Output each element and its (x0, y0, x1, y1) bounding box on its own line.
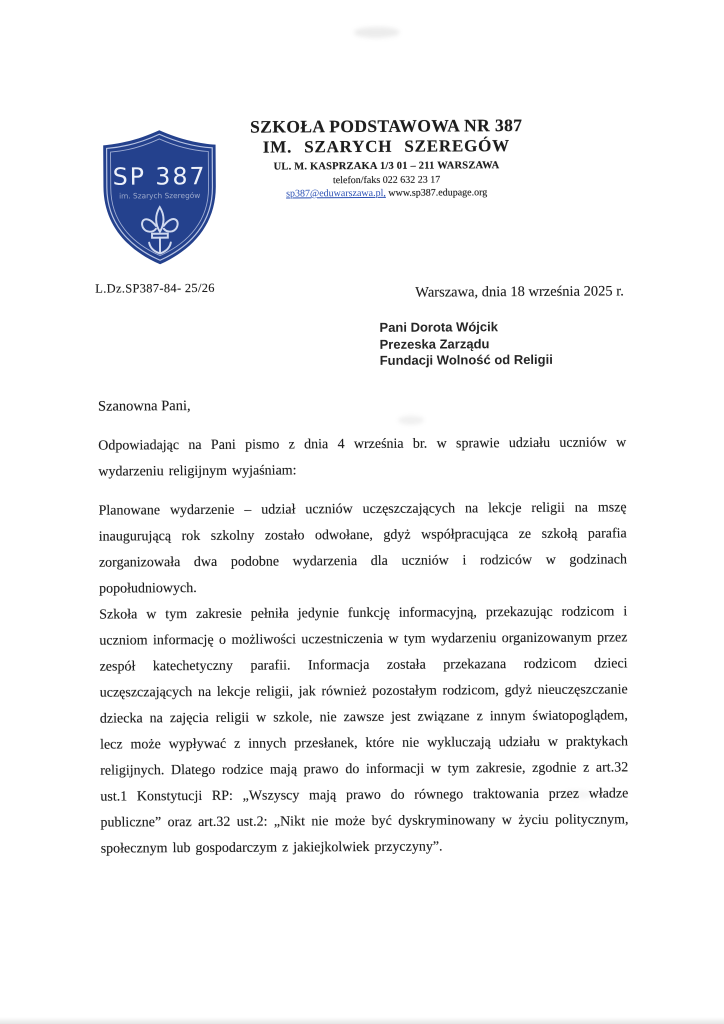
reference-number: L.Dz.SP387-84- 25/26 (95, 280, 215, 296)
logo-text: SP 387 (112, 162, 207, 191)
recipient-title: Prezeska Zarządu (379, 335, 490, 352)
school-contact-line (237, 187, 537, 201)
website-text: www.sp387.edupage.org (385, 187, 488, 199)
recipient-name: Pani Dorota Wójcik (379, 319, 499, 335)
shield-logo-graphic (90, 125, 229, 272)
paragraph-intro: Odpowiadając na Pani pismo z dnia 4 września br. w sprawie udziału uczniów w wydarzeniu religijnym wyjaśniam: (98, 435, 627, 480)
school-logo (90, 125, 229, 272)
recipient-organization: Fundacji Wolność od Religii (379, 351, 553, 368)
paragraph-event: Planowane wydarzenie – udział uczniów uczęszczających na lekcje religii na mszę inaugurującą rok szkolny zostało odwołane, gdyż współpracująca ze szkołą parafia zorganizowała dwa podobne wydarzenia dla uczniów i rodziców w godzinach popołudniowych. (98, 500, 627, 597)
salutation: Szanowna Pani, (97, 398, 191, 415)
paragraph-explanation: Szkoła w tym zakresie pełniła jedynie funkcję informacyjną, przekazując rodzicom i uczniom informację o możliwości uczestniczenia w tym wydarzeniu organizowanym przez zespół katechetyczny parafii. Informacja została przekazana rodzicom dzieci uczęszczających na lekcje religii, jak również pozostałym rodzicom, gdyż nieuczęszczanie dziecka na zajęcia religii w szkole, nie zawsze jest związane z innym światopoglądem, lecz może wypływać z innych przesłanek, które nie wykluczają udziału w praktykach religijnych. Dlatego rodzice mają prawo do informacji w tym zakresie, zgodnie z art.32 ust.1 Konstytucji RP: „Wszyscy mają prawo do równego traktowania przez władze publiczne” oraz art.32 ust.2: „Nikt nie może być dyskryminowany w życiu politycznym, społecznym lub gospodarczym z jakiejkolwiek przyczyny”. (99, 604, 629, 857)
school-name-line2: IM. SZARYCH SZEREGÓW (262, 136, 511, 157)
scan-smudge (398, 416, 424, 425)
recipient-block (379, 319, 552, 370)
letter-body (98, 430, 629, 862)
dateline: Warszawa, dnia 18 września 2025 r. (415, 283, 624, 301)
school-phone: telefon/faks 022 632 23 17 (332, 174, 441, 187)
scan-smudge (354, 27, 400, 38)
letterhead (236, 115, 537, 201)
logo-subtext: im. Szarych Szeregów (119, 190, 201, 201)
school-name-line1: SZKOŁA PODSTAWOWA NR 387 (250, 115, 523, 137)
school-address: UL. M. KASPRZAKA 1/3 01 – 211 WARSZAWA (273, 160, 500, 173)
email-link: sp387@eduwarszawa.pl, (286, 187, 386, 200)
